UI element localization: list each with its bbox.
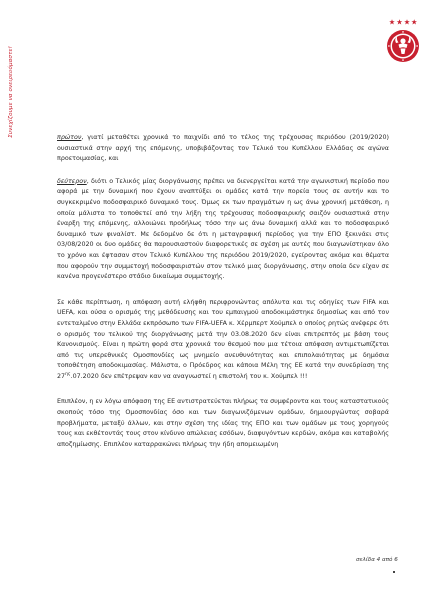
paragraph-third [57, 298, 389, 383]
corner-mark [393, 571, 395, 573]
paragraph-text: , γιατί μεταθέτει χρονικά το παιχνίδι από το τέλος της τρέχουσας περιόδου (2019/2020) ουσιαστικά στην αρχή της επόμενης, υποβιβάζοντας τον Τελικό του Κυπέλλου Ελλάδας σε αγώνα προετοιμασίας, και [57, 134, 389, 163]
olympiacos-crest-icon [386, 29, 420, 63]
paragraph-text: , διότι ο Τελικός μίας διοργάνωσης πρέπει να διενεργείται κατά την αγωνιστική περίοδο που αφορά με την δυναμική που έχουν αναπτύξει οι ομάδες κατά την πορεία τους σε αυτήν και το συγκεκριμένο ποδοσφαιρικό δυναμικό τους. Όμως εκ των πραγμάτων η ως άνω χρονική μετάθεση, η οποία μάλιστα το τοποθετεί από την λήξη της τρέχουσας ποδοσφαιρικής σαιζόν ουσιαστικά στην έναρξη της επόμενης, αλλοιώνει προδήλως τόσο την ως άνω δυναμική αλλά και το ποδοσφαιρικό δυναμικό των φιναλίστ. Με δεδομένο δε ότι η μεταγραφική περίοδος για την ΕΠΟ ξεκινάει στις 03/08/2020 οι δυο ομάδες θα παρουσιαστούν διαφορετικές σε σχέση με αυτές που διαγωνίστηκαν όλο το χρόνο και έφτασαν στον Τελικό Κυπέλλου της περιόδου 2019/2020, εγείροντας ακόμα και θέματα που αφορούν την συμμετοχή ποδοσφαιριστών στον τελικό μιας διοργάνωσης, στην οποία δεν είχαν σε κανένα προγενέστερο στάδιο δικαίωμα συμμετοχής. [57, 177, 389, 281]
paragraph-text: Σε κάθε περίπτωση, η απόφαση αυτή ελήφθη περιφρονώντας απόλυτα και τις οδηγίες των FIFA και UEFA, και ούσα ο ορισμός της μεθόδευσης και του εμπαιγμού αποδοκιμάστηκε δημοσίως και από τον εντεταλμένο στην Ελλάδα εκπρόσωπο των FIFA-UEFA κ. Χέρμπερτ Χούμπελ ο οποίος ρητώς ανέφερε ότι ο ορισμός του τελικού της διοργάνωσης μετά την 03.08.2020 δεν είναι επιτρεπτός με βάση τους Κανονισμούς. Είναι η πρώτη φορά στα χρονικά του θεσμού που μια τέτοια απόφαση αντιμετωπίζεται από τις υπερεθνικές Ομοσπονδίες ως μνημείο ανευθυνότητας και επιπολαιότητας με δημόσια τοποθέτηση αποδοκιμασίας. Μάλιστα, ο Πρόεδρος και κάποια Μέλη της ΕΕ κατά την συνεδρίαση της 27 [57, 298, 389, 380]
stars-icon [389, 19, 417, 25]
lead-word-second: δεύτερον [57, 177, 87, 185]
paragraph-text: .07.2020 δεν επέτρεψαν καν να αναγνωστεί η επιστολή του κ. Χούμπελ !!! [70, 372, 308, 380]
ordinal-suffix: ης [65, 371, 71, 377]
page-number: σελίδα 4 από 6 [356, 557, 398, 563]
letter-body [57, 133, 389, 462]
side-slogan: Συνεχίζουμε να ονειρευόμαστε! [8, 46, 14, 138]
lead-word-first: πρώτον [57, 134, 82, 141]
paragraph-fourth [57, 397, 389, 450]
paragraph-text: Επιπλέον, η εν λόγω απόφαση της ΕΕ αντιστρατεύεται πλήρως τα συμφέροντα και τους καταστατικούς σκοπούς τόσο της Ομοσπονδίας όσο και των διαγωνιζόμενων ομάδων, δημιουργώντας σοβαρά προβλήματα, μεταξύ άλλων, και στην σχέση της ιδίας της ΕΠΟ και των ομάδων με τους χορηγούς τους και εκθέτοντάς τους στον κίνδυνο απώλειας εσόδων, διαφυγόντων κερδών, ακόμα και καταβολής αποζημίωσης. Επιπλέον καταρρακώνει πλήρως την ήδη απομειωμένη [57, 398, 389, 448]
paragraph-first [57, 133, 389, 165]
paragraph-second [57, 177, 389, 283]
